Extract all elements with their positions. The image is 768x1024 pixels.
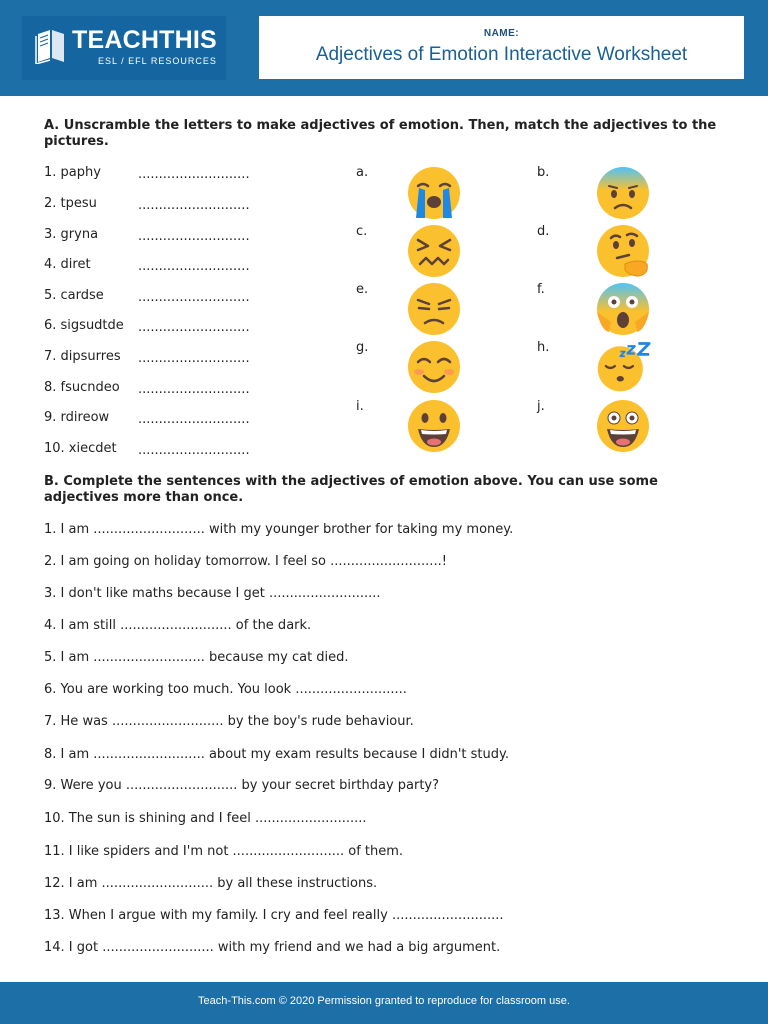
sentence-item[interactable]: 10. The sun is shining and I feel ........................... (44, 811, 367, 826)
picture-letter: f. (537, 282, 545, 297)
picture-letter: h. (537, 340, 550, 355)
sentence-item[interactable]: 11. I like spiders and I'm not ........................... of them. (44, 844, 404, 859)
picture-letter: d. (537, 224, 550, 239)
teachthis-logo[interactable] (22, 16, 226, 80)
logo-subtitle: ESL / EFL RESOURCES (98, 56, 217, 66)
answer-blank[interactable]: ........................... (138, 229, 250, 244)
answer-blank[interactable]: ........................... (138, 290, 250, 305)
word-item: 3. gryna (44, 227, 99, 242)
page-title: Adjectives of Emotion Interactive Worksheet (315, 44, 688, 65)
word-item: 2. tpesu (44, 196, 97, 211)
word-item: 8. fsucndeo (44, 380, 120, 395)
section-b-heading: B. Complete the sentences with the adjectives of emotion above. You can use some adjectives more than once. (44, 474, 658, 505)
thinking-face-icon (595, 224, 651, 278)
picture-letter: j. (537, 399, 545, 414)
picture-letter: e. (356, 282, 369, 297)
word-item: 10. xiecdet (44, 441, 117, 456)
word-item: 7. dipsurres (44, 349, 121, 364)
answer-blank[interactable]: ........................... (138, 320, 250, 335)
answer-blank[interactable]: ........................... (138, 167, 250, 182)
answer-blank[interactable]: ........................... (138, 198, 250, 213)
picture-letter: b. (537, 165, 550, 180)
footer-copyright: Teach-This.com © 2020 Permission granted to reproduce for classroom use. (198, 995, 570, 1007)
sentence-item[interactable]: 12. I am ........................... by all these instructions. (44, 876, 378, 891)
logo-title: TEACHTHIS (72, 26, 217, 54)
answer-blank[interactable]: ........................... (138, 412, 250, 427)
name-label: NAME: (483, 28, 520, 39)
crying-face-icon (406, 166, 462, 220)
book-icon (34, 26, 68, 64)
sentence-item[interactable]: 1. I am ........................... with my younger brother for taking my money. (44, 522, 514, 537)
word-item: 5. cardse (44, 288, 104, 303)
sentence-item[interactable]: 7. He was ........................... by the boy's rude behaviour. (44, 714, 414, 729)
picture-letter: c. (356, 224, 368, 239)
anxious-face-icon (595, 166, 651, 220)
sentence-item[interactable]: 6. You are working too much. You look ........................... (44, 682, 407, 697)
sleeping-face-icon (595, 340, 651, 394)
picture-letter: a. (356, 165, 369, 180)
word-item: 9. rdireow (44, 410, 110, 425)
picture-letter: g. (356, 340, 369, 355)
header-banner (0, 0, 768, 96)
footer-banner (0, 982, 768, 1024)
section-a-heading: A. Unscramble the letters to make adjectives of emotion. Then, match the adjectives to the pictures. (44, 118, 717, 149)
sentence-item[interactable]: 13. When I argue with my family. I cry and feel really ........................... (44, 908, 504, 923)
annoyed-face-icon (406, 282, 462, 336)
sentence-item[interactable]: 2. I am going on holiday tomorrow. I feel so ...........................! (44, 554, 447, 569)
answer-blank[interactable]: ........................... (138, 382, 250, 397)
picture-letter: i. (356, 399, 364, 414)
title-panel (259, 16, 744, 79)
sentence-item[interactable]: 3. I don't like maths because I get ........................... (44, 586, 381, 601)
answer-blank[interactable]: ........................... (138, 259, 250, 274)
sentence-item[interactable]: 14. I got ........................... with my friend and we had a big argument. (44, 940, 501, 955)
sentence-item[interactable]: 5. I am ........................... because my cat died. (44, 650, 349, 665)
answer-blank[interactable]: ........................... (138, 351, 250, 366)
sentence-item[interactable]: 8. I am ........................... about my exam results because I didn't study. (44, 747, 509, 762)
word-item: 1. paphy (44, 165, 101, 180)
sentence-item[interactable]: 4. I am still ........................... of the dark. (44, 618, 312, 633)
screaming-face-icon (595, 282, 651, 336)
answer-blank[interactable]: ........................... (138, 443, 250, 458)
word-item: 4. diret (44, 257, 91, 272)
sentence-item[interactable]: 9. Were you ........................... by your secret birthday party? (44, 778, 440, 793)
excited-face-icon (595, 399, 651, 453)
smiling-face-icon (406, 340, 462, 394)
word-item: 6. sigsudtde (44, 318, 124, 333)
confounded-face-icon (406, 224, 462, 278)
grinning-face-icon (406, 399, 462, 453)
